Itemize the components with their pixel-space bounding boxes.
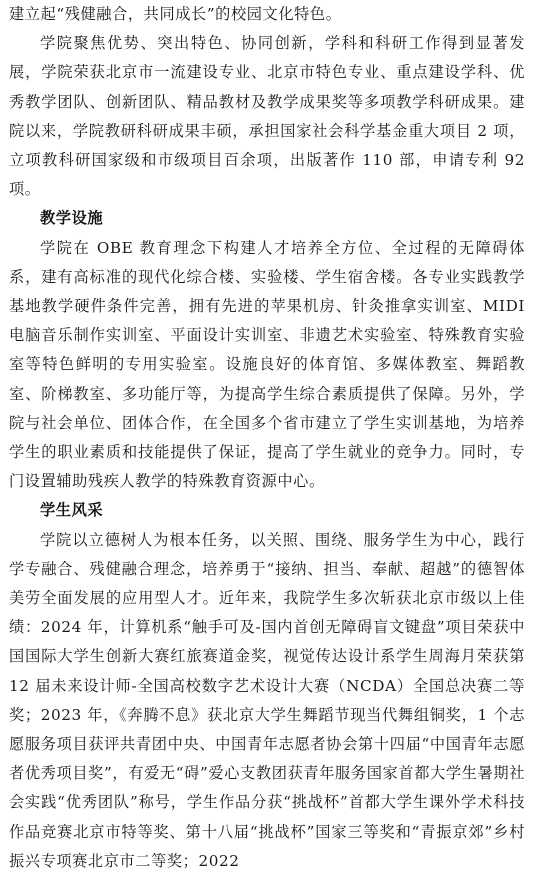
paragraph-culture-tail: 建立起“残健融合，共同成长”的校园文化特色。 xyxy=(9,5,342,23)
section-heading-students: 学生风采 xyxy=(40,501,104,520)
paragraph-students: 学院以立德树人为根本任务，以关照、围绕、服务学生为中心，践行学专融合、残健融合理念，培养勇于“接纳、担当、奉献、超越”的德智体美劳全面发展的应用型人才。近年来，我院学生多次斩获北京市级以上佳绩：2024 年，计算机系“触手可及-国内首创无障碍盲文键盘”项目荣获中国国际大学生创新大赛红旅赛道金奖，视觉传达设计系学生周海月荣获第 12 届未来设计师-全国高校数字艺术设计大赛（NCDA）全国总决赛二等奖；2023 年，《奔腾不息》获北京大学生舞蹈节现当代舞组铜奖，1 个志愿服务项目获评共青团中央、中国青年志愿者协会第十四届“中国青年志愿者优秀项目奖”，有爱无“碍”爱心支教团获青年服务国家首都大学生暑期社会实践“优秀团队”称号，学生作品分获“挑战杯”首都大学生课外学术科技作品竞赛北京市特等奖、第十八届“挑战杯”国家三等奖和“青振京郊”乡村振兴专项赛北京市二等奖；2022 xyxy=(9,530,525,870)
document-page xyxy=(9,0,525,876)
paragraph-research: 学院聚焦优势、突出特色、协同创新，学科和科研工作得到显著发展，学院荣获北京市一流建设专业、北京市特色专业、重点建设学科、优秀教学团队、创新团队、精品教材及教学成果奖等多项教学科研成果。建院以来，学院教研科研成果丰硕，承担国家社会科学基金重大项目 2 项，立项教科研国家级和市级项目百余项，出版著作 110 部，申请专利 92 项。 xyxy=(9,34,525,199)
paragraph-facilities: 学院在 OBE 教育理念下构建人才培养全方位、全过程的无障碍体系，建有高标准的现代化综合楼、实验楼、学生宿舍楼。各专业实践教学基地教学硬件条件完善，拥有先进的苹果机房、针灸推拿实训室、MIDI 电脑音乐制作实训室、平面设计实训室、非遗艺术实验室、特殊教育实验室等特色鲜明的专用实验室。设施良好的体育馆、多媒体教室、舞蹈教室、阶梯教室、多功能厅等，为提高学生综合素质提供了保障。另外，学院与社会单位、团体合作，在全国多个省市建立了学生实训基地，为培养学生的职业素质和技能提供了保证，提高了学生就业的竞争力。同时，专门设置辅助残疾人教学的特殊教育资源中心。 xyxy=(9,238,525,491)
section-heading-facilities: 教学设施 xyxy=(40,209,104,228)
